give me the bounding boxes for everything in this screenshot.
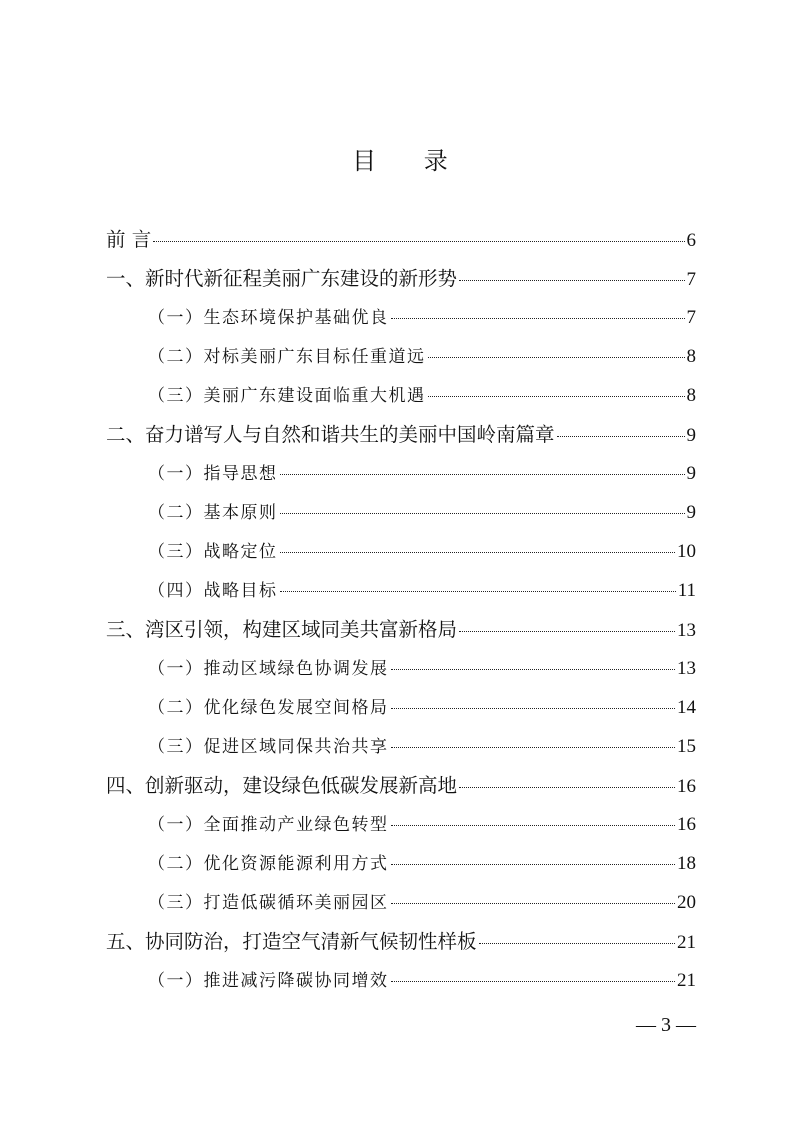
- dot-leader: [479, 943, 675, 944]
- toc-section-entry[interactable]: [0, 688, 800, 727]
- toc-entry-title: （三）美丽广东建设面临重大机遇: [148, 386, 426, 406]
- toc-entry-page-number: 20: [677, 892, 696, 913]
- toc-entry-page-number: 9: [686, 463, 696, 484]
- toc-entry-page-number: 14: [677, 697, 696, 718]
- toc-section-entry[interactable]: [0, 454, 800, 493]
- toc-entry-title: （三）打造低碳循环美丽园区: [148, 893, 389, 913]
- toc-section-entry[interactable]: [0, 883, 800, 922]
- toc-entry-title: （一）生态环境保护基础优良: [148, 308, 389, 328]
- toc-entry-title: （二）对标美丽广东目标任重道远: [148, 347, 426, 367]
- toc-chapter-entry[interactable]: [0, 610, 800, 649]
- toc-entry-title: （一）指导思想: [148, 464, 278, 484]
- toc-section-entry[interactable]: [0, 649, 800, 688]
- toc-section-entry[interactable]: [0, 298, 800, 337]
- toc-entry-title: （一）推进减污降碳协同增效: [148, 971, 389, 991]
- toc-entry-title: 五、协同防治，打造空气清新气候韧性样板: [106, 930, 477, 953]
- toc-entry-page-number: 18: [677, 853, 696, 874]
- dot-leader: [391, 864, 676, 865]
- toc-section-entry[interactable]: [0, 376, 800, 415]
- toc-chapter-entry[interactable]: [0, 259, 800, 298]
- toc-entry-title: 二、奋力谱写人与自然和谐共生的美丽中国岭南篇章: [106, 423, 555, 446]
- dot-leader: [280, 474, 685, 475]
- toc-chapter-entry[interactable]: [0, 766, 800, 805]
- toc-entry-page-number: 16: [677, 814, 696, 835]
- dot-leader: [459, 631, 675, 632]
- toc-entry-title: 三、湾区引领，构建区域同美共富新格局: [106, 618, 458, 641]
- toc-section-entry[interactable]: [0, 805, 800, 844]
- toc-entry-title: （三）战略定位: [148, 542, 278, 562]
- dot-leader: [557, 436, 685, 437]
- toc-entry-page-number: 9: [686, 502, 696, 523]
- toc-entry-title: （一）推动区域绿色协调发展: [148, 659, 389, 679]
- toc-section-entry[interactable]: [0, 337, 800, 376]
- toc-entry-page-number: 9: [686, 425, 696, 446]
- dot-leader: [391, 747, 676, 748]
- toc-chapter-entry[interactable]: [0, 922, 800, 961]
- dot-leader: [428, 357, 685, 358]
- toc-entry-page-number: 21: [677, 932, 696, 953]
- toc-chapter-entry[interactable]: [0, 415, 800, 454]
- toc-section-entry[interactable]: [0, 961, 800, 1000]
- dot-leader: [153, 241, 684, 242]
- toc-entry-page-number: 7: [686, 269, 696, 290]
- toc-entry-page-number: 8: [686, 385, 696, 406]
- dot-leader: [428, 396, 685, 397]
- toc-entry-title: （三）促进区域同保共治共享: [148, 737, 389, 757]
- dot-leader: [459, 280, 684, 281]
- toc-entry-title: （二）优化资源能源利用方式: [148, 854, 389, 874]
- toc-entry-page-number: 21: [677, 970, 696, 991]
- toc-list: [0, 220, 800, 1000]
- dot-leader: [280, 552, 676, 553]
- dot-leader: [391, 708, 676, 709]
- dot-leader: [391, 981, 676, 982]
- dot-leader: [280, 513, 685, 514]
- toc-section-entry[interactable]: [0, 532, 800, 571]
- toc-section-entry[interactable]: [0, 727, 800, 766]
- toc-entry-page-number: 10: [677, 541, 696, 562]
- toc-section-entry[interactable]: [0, 493, 800, 532]
- toc-entry-title: （一）全面推动产业绿色转型: [148, 815, 389, 835]
- toc-entry-title: 前 言: [106, 228, 152, 251]
- dot-leader: [391, 903, 676, 904]
- toc-entry-page-number: 13: [677, 658, 696, 679]
- dot-leader: [391, 318, 685, 319]
- toc-entry-page-number: 11: [677, 580, 696, 601]
- toc-entry-title: 四、创新驱动，建设绿色低碳发展新高地: [106, 774, 458, 797]
- dot-leader: [391, 825, 676, 826]
- toc-section-entry[interactable]: [0, 571, 800, 610]
- dot-leader: [459, 787, 675, 788]
- toc-entry-title: （四）战略目标: [148, 581, 278, 601]
- page-number: — 3 —: [636, 1014, 696, 1036]
- toc-section-entry[interactable]: [0, 844, 800, 883]
- toc-entry-page-number: 16: [677, 776, 696, 797]
- toc-entry-page-number: 6: [686, 230, 696, 251]
- toc-chapter-entry[interactable]: [0, 220, 800, 259]
- toc-entry-page-number: 15: [677, 736, 696, 757]
- toc-entry-title: （二）优化绿色发展空间格局: [148, 698, 389, 718]
- toc-entry-page-number: 13: [677, 620, 696, 641]
- dot-leader: [391, 669, 676, 670]
- dot-leader: [280, 591, 676, 592]
- toc-entry-title: （二）基本原则: [148, 503, 278, 523]
- toc-entry-page-number: 8: [686, 346, 696, 367]
- toc-entry-title: 一、新时代新征程美丽广东建设的新形势: [106, 267, 458, 290]
- toc-title: 目 录: [352, 147, 468, 175]
- toc-entry-page-number: 7: [686, 307, 696, 328]
